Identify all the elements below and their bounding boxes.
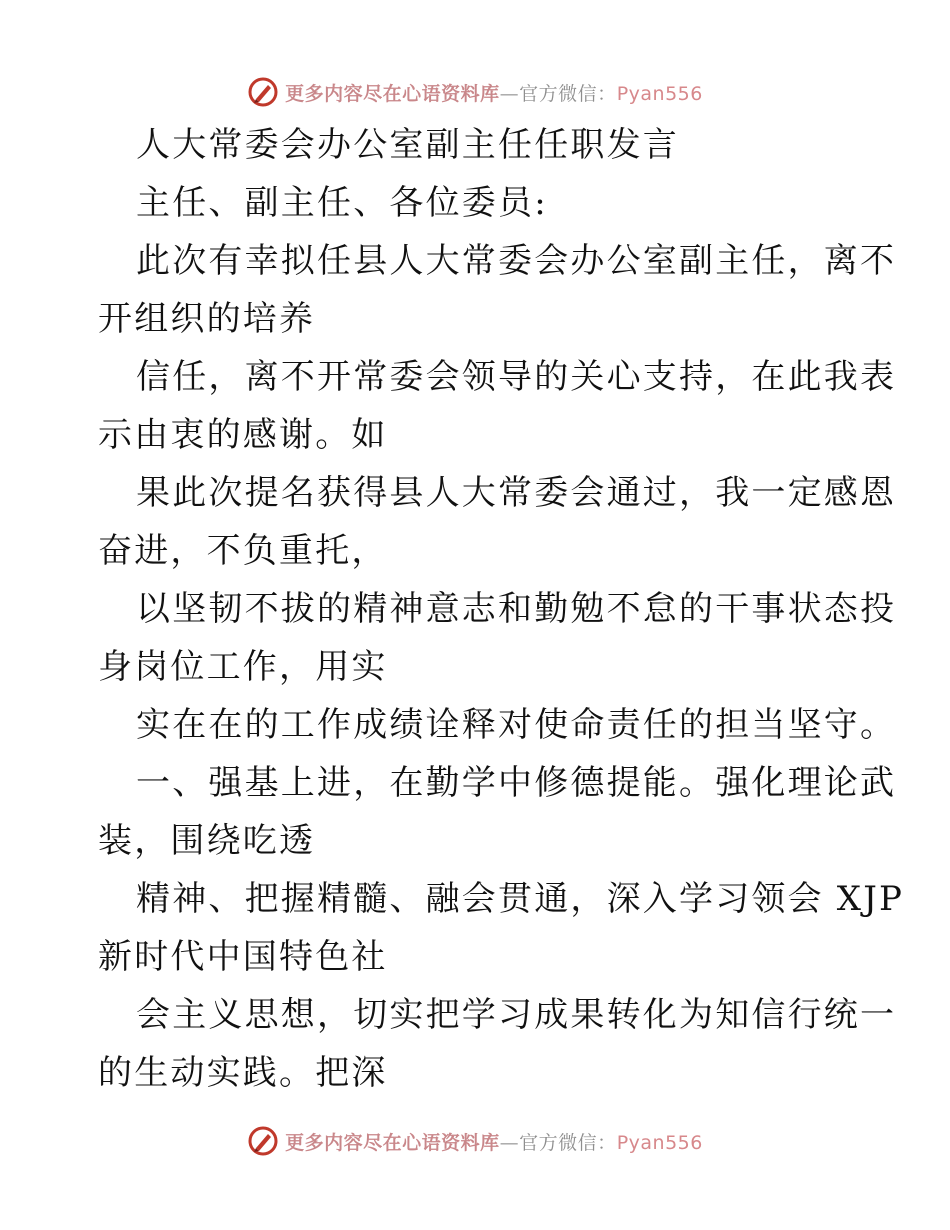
banner-dash: —	[499, 82, 520, 105]
banner-wechat-id: Pyan556	[616, 82, 703, 105]
text-line: 果此次提名获得县人大常委会通过，我一定感恩	[136, 473, 897, 513]
text-line: 的生动实践。把深	[98, 1053, 388, 1093]
banner-wechat-label: 官方微信：	[519, 1131, 617, 1154]
text-line: 装，围绕吃透	[98, 821, 316, 861]
banner-dash: —	[499, 1131, 520, 1154]
pen-logo-icon	[247, 76, 279, 108]
text-line: 此次有幸拟任县人大常委会办公室副主任，离不	[136, 241, 897, 281]
text-line: 实在在的工作成绩诠释对使命责任的担当坚守。	[136, 705, 897, 745]
text-line: 以坚韧不拔的精神意志和勤勉不怠的干事状态投	[136, 589, 897, 629]
text-line: 奋进，不负重托，	[98, 531, 388, 571]
text-line: 示由衷的感谢。如	[98, 415, 388, 455]
text-line: 信任，离不开常委会领导的关心支持，在此我表	[136, 357, 897, 397]
text-line: 一、强基上进，在勤学中修德提能。强化理论武	[136, 763, 897, 803]
footer-banner	[0, 1121, 950, 1161]
banner-wechat-label: 官方微信：	[519, 82, 617, 105]
text-line: 会主义思想，切实把学习成果转化为知信行统一	[136, 995, 897, 1035]
banner-site-text: 更多内容尽在心语资料库	[285, 82, 500, 105]
header-banner	[0, 72, 950, 112]
banner-site-text: 更多内容尽在心语资料库	[285, 1131, 500, 1154]
text-line: 开组织的培养	[98, 299, 316, 339]
document-title: 人大常委会办公室副主任任职发言	[136, 125, 679, 165]
text-line: 新时代中国特色社	[98, 937, 388, 977]
text-line: 精神、把握精髓、融会贯通，深入学习领会 XJP	[136, 879, 905, 919]
text-line: 身岗位工作，用实	[98, 647, 388, 687]
banner-text	[285, 1128, 703, 1155]
pen-logo-icon	[247, 1125, 279, 1157]
document-body	[98, 116, 905, 1102]
banner-wechat-id: Pyan556	[616, 1131, 703, 1154]
banner-text	[285, 79, 703, 106]
text-line: 主任、副主任、各位委员:	[136, 183, 548, 223]
